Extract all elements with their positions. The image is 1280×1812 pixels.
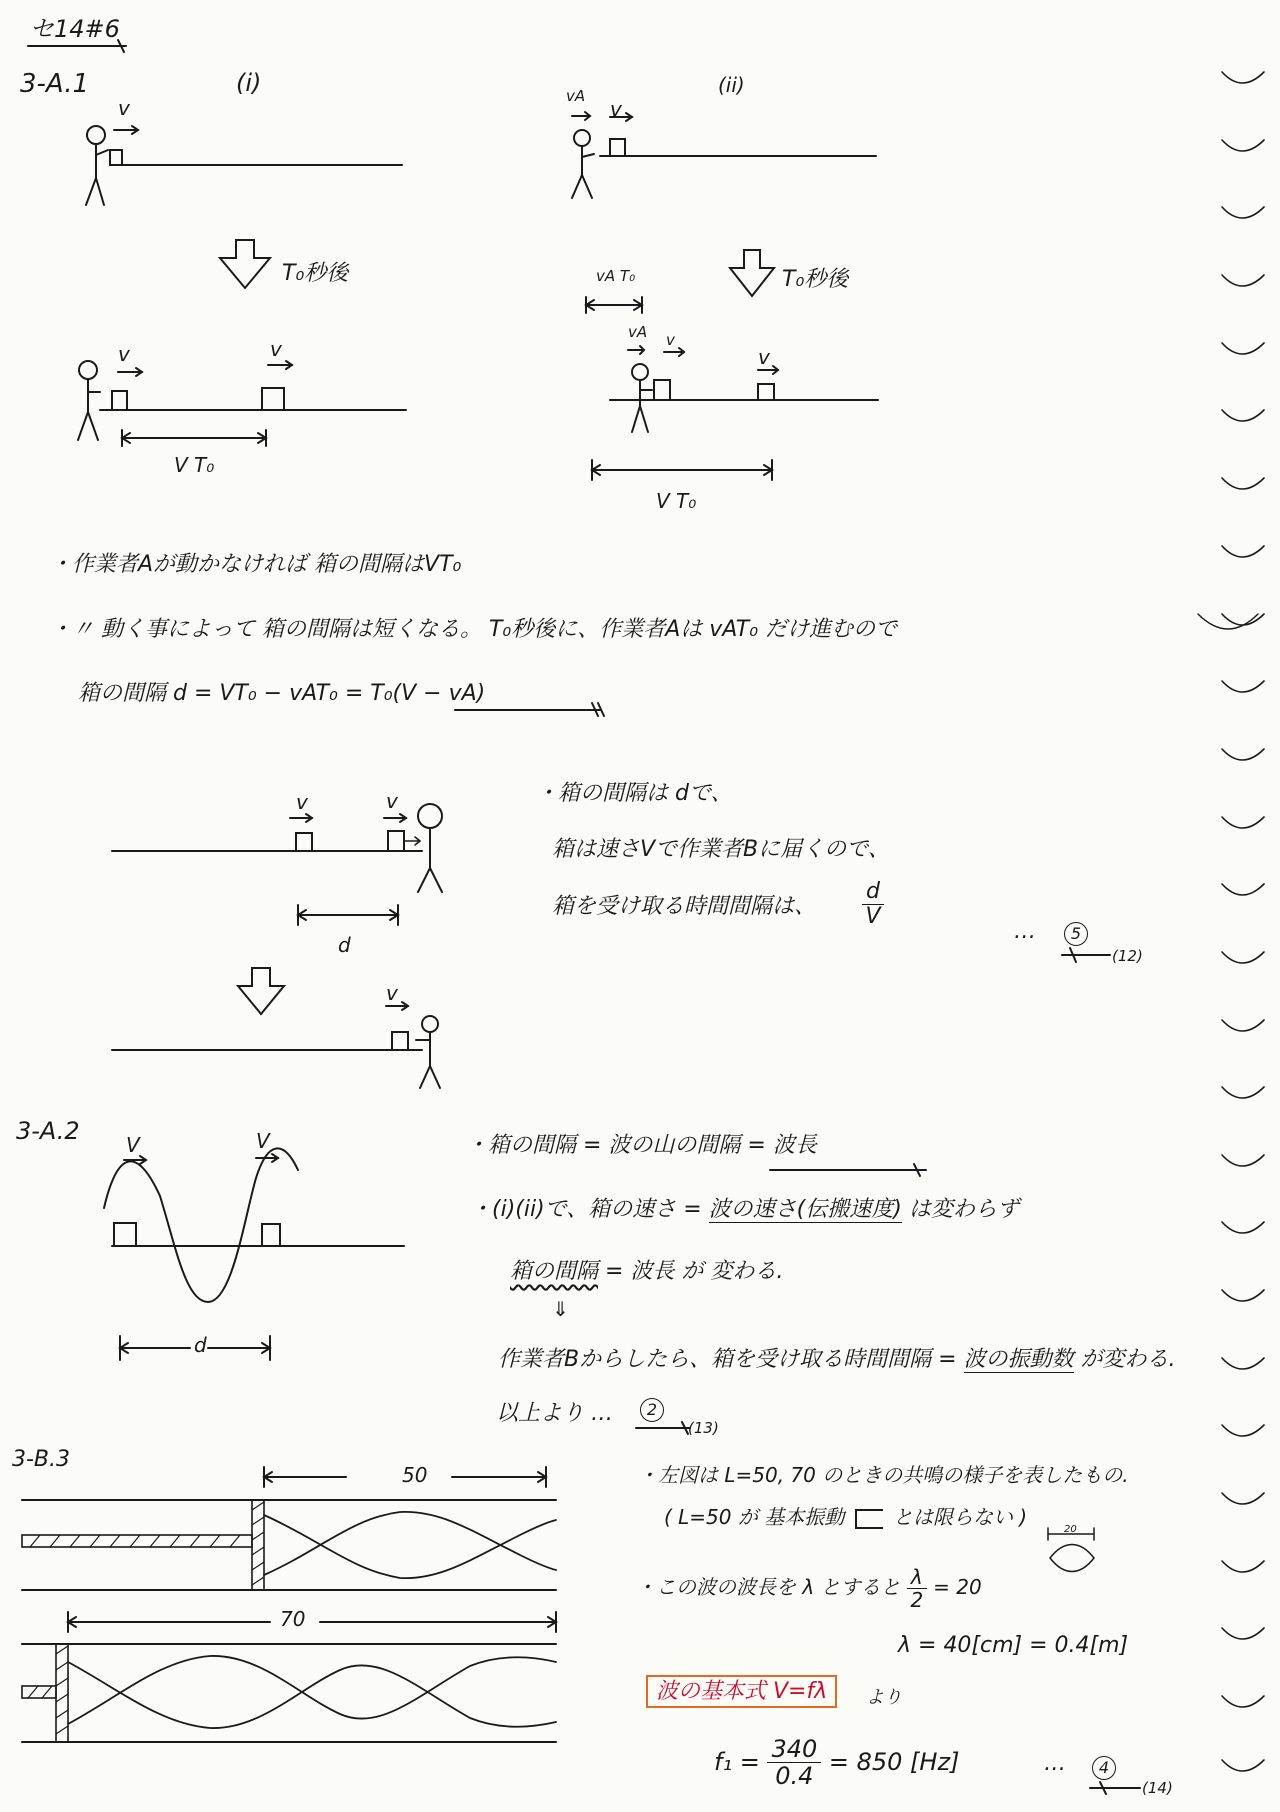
dots: …	[1044, 1751, 1066, 1776]
formula-a1	[78, 682, 485, 706]
diagram-b3-tube-50	[22, 1467, 556, 1590]
note-a2-4b: 波の振動数	[963, 1347, 1074, 1372]
diagram-a1-i-bottom	[78, 361, 406, 446]
note-b3-3a: ・この波の波長を λ とすると	[636, 1575, 907, 1599]
diagram-a1-worker-b	[112, 804, 442, 1088]
diagram-a1-i-top	[86, 126, 402, 205]
speed-label: v	[386, 789, 398, 813]
fraction-d-over-v	[862, 880, 884, 929]
note-a1-2: ・〃 動く事によって 箱の間隔は短くなる。 T₀秒後に、作業者Aは vAT₀ だけ進むので	[50, 617, 898, 642]
frac-denominator: V	[865, 904, 881, 930]
f1-result: = 850 [Hz]	[821, 1747, 960, 1776]
f1-formula	[714, 1736, 959, 1790]
f1-denominator: 0.4	[775, 1762, 814, 1791]
frac-lambda: λ	[907, 1566, 927, 1589]
fundamental-mode-icon	[855, 1509, 883, 1529]
note-a2-3a: 箱の間隔	[510, 1259, 599, 1284]
after-t0-label: T₀秒後	[282, 261, 349, 286]
answer-circle	[640, 1398, 664, 1422]
note-a2-1: ・箱の間隔 = 波の山の間隔 = 波長	[466, 1133, 817, 1158]
dots: …	[1014, 919, 1036, 944]
speed-label: v	[666, 331, 675, 349]
note-b3-1: ・左図は L=50, 70 のときの共鳴の様子を表したもの.	[638, 1463, 1129, 1487]
note-a2-2c: は変わらず	[901, 1197, 1019, 1222]
dist-vat0-label: vA T₀	[596, 267, 636, 285]
formula-box	[646, 1680, 837, 1704]
note-a1-5: 箱を受け取る時間間隔は、	[552, 894, 817, 919]
speed-label: v	[118, 96, 130, 120]
lambda-result: λ = 40[cm] = 0.4[m]	[898, 1633, 1129, 1658]
down-arrow-icon	[238, 968, 284, 1014]
small-20-label: 20	[1064, 1524, 1077, 1535]
speed-va-label: vA	[628, 323, 648, 341]
dist-vt0-label: V T₀	[656, 489, 697, 513]
note-a2-2a: ・(i)(ii)で、箱の速さ =	[470, 1197, 709, 1222]
speed-label: v	[610, 97, 622, 121]
speed-label: v	[118, 342, 130, 366]
note-b3-2b: とは限らない )	[886, 1505, 1028, 1529]
note-b3-3b: = 20	[926, 1575, 982, 1599]
down-arrow-icon: ⇓	[552, 1297, 569, 1321]
down-arrow-icon	[730, 250, 774, 296]
frac-numerator: d	[862, 880, 884, 905]
note-b3-2	[664, 1506, 1027, 1529]
len-70-label: 70	[280, 1607, 306, 1631]
note-b3-2a: ( L=50 が 基本振動	[664, 1505, 851, 1529]
case-ii-label: (ii)	[718, 73, 745, 97]
ring-holes	[1198, 72, 1264, 1771]
conclusion-a2: 以上より …	[496, 1401, 613, 1426]
formula-rhs: T₀(V − vA)	[370, 681, 486, 706]
diagram-a1-ii-top	[572, 112, 876, 198]
dist-d-label: d	[194, 1333, 207, 1357]
diagram-a2-wave	[104, 1148, 404, 1360]
section-label-a1: 3-A.1	[20, 69, 89, 99]
f1-numerator: 340	[767, 1736, 821, 1763]
len-50-label: 50	[402, 1463, 428, 1487]
section-label-a2: 3-A.2	[16, 1117, 80, 1145]
answer-circle	[1092, 1756, 1116, 1780]
answer-b3: 4	[1092, 1756, 1116, 1780]
note-b3-3	[636, 1566, 982, 1611]
note-a2-4a: 作業者Bからしたら、箱を受け取る時間間隔 =	[498, 1347, 964, 1372]
note-a2-3	[510, 1260, 783, 1284]
answer-a1: 5	[1064, 922, 1088, 946]
frac-two: 2	[910, 1588, 924, 1612]
speed-label: V	[126, 1133, 140, 1157]
answer-a2: 2	[640, 1398, 664, 1422]
page-title: セ14#6	[30, 15, 120, 43]
speed-va-label: vA	[566, 87, 586, 105]
f1-label: f₁ =	[714, 1747, 768, 1776]
after-t0-label: T₀秒後	[782, 267, 849, 292]
note-a1-3: ・箱の間隔は dで、	[536, 781, 733, 806]
speed-label: v	[758, 345, 770, 369]
note-a1-4: 箱は速さVで作業者Bに届くので、	[552, 837, 890, 862]
down-arrow-icon	[220, 240, 270, 288]
dist-vt0-label: V T₀	[174, 453, 215, 477]
answer-circle	[1064, 922, 1088, 946]
speed-label: V	[256, 1129, 270, 1153]
note-a1-1: ・作業者Aが動かなければ 箱の間隔はVT₀	[50, 552, 462, 577]
case-i-label: (i)	[236, 69, 262, 97]
score-a2: (13)	[688, 1419, 719, 1437]
note-a2-2	[470, 1198, 1019, 1222]
wave-formula: 波の基本式 V=fλ	[646, 1675, 837, 1708]
score-b3: (14)	[1142, 1779, 1173, 1797]
yori-text: より	[866, 1687, 902, 1708]
dist-d-label: d	[338, 933, 351, 957]
score-a1: (12)	[1112, 947, 1143, 965]
note-a2-2b: 波の速さ(伝搬速度)	[708, 1197, 902, 1222]
speed-label: v	[296, 790, 308, 814]
section-label-b3: 3-B.3	[12, 1447, 71, 1472]
speed-label: v	[270, 337, 282, 361]
note-a2-4	[498, 1348, 1176, 1372]
formula-lhs: 箱の間隔 d = VT₀ − vAT₀ =	[78, 681, 371, 706]
diagram-b3-tube-70	[22, 1612, 556, 1742]
note-a2-4c: が変わる.	[1073, 1347, 1176, 1372]
speed-label: v	[386, 981, 398, 1005]
note-a2-3b: = 波長 が 変わる.	[598, 1259, 784, 1284]
